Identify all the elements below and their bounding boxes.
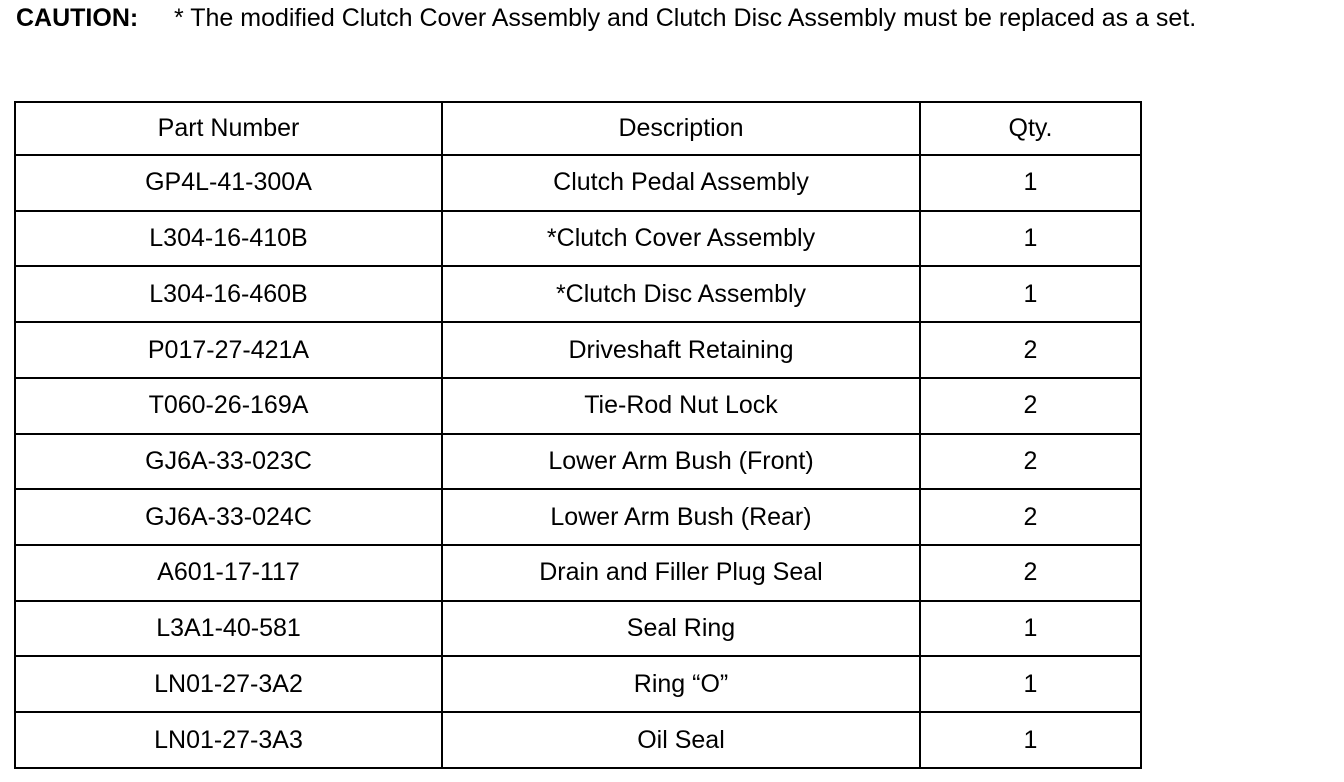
caution-label: CAUTION: bbox=[16, 4, 139, 32]
part-number-cell: T060-26-169A bbox=[15, 378, 442, 434]
description-cell: Lower Arm Bush (Front) bbox=[442, 434, 920, 490]
table-header-row bbox=[15, 102, 1141, 155]
table-row bbox=[15, 712, 1141, 768]
part-number-cell: L304-16-460B bbox=[15, 266, 442, 322]
description-cell: Oil Seal bbox=[442, 712, 920, 768]
table-row bbox=[15, 211, 1141, 267]
table-row bbox=[15, 155, 1141, 211]
table-row bbox=[15, 489, 1141, 545]
part-number-cell: GJ6A-33-023C bbox=[15, 434, 442, 490]
qty-cell: 2 bbox=[920, 322, 1141, 378]
qty-cell: 1 bbox=[920, 266, 1141, 322]
qty-cell: 2 bbox=[920, 434, 1141, 490]
qty-cell: 1 bbox=[920, 155, 1141, 211]
description-cell: *Clutch Disc Assembly bbox=[442, 266, 920, 322]
description-cell: Ring “O” bbox=[442, 656, 920, 712]
header-part-number: Part Number bbox=[15, 102, 442, 155]
part-number-cell: LN01-27-3A3 bbox=[15, 712, 442, 768]
part-number-cell: L3A1-40-581 bbox=[15, 601, 442, 657]
qty-cell: 2 bbox=[920, 489, 1141, 545]
table-row bbox=[15, 545, 1141, 601]
description-cell: Clutch Pedal Assembly bbox=[442, 155, 920, 211]
qty-cell: 1 bbox=[920, 656, 1141, 712]
part-number-cell: GJ6A-33-024C bbox=[15, 489, 442, 545]
table-row bbox=[15, 322, 1141, 378]
caution-note bbox=[16, 2, 1196, 34]
qty-cell: 1 bbox=[920, 601, 1141, 657]
description-cell: Driveshaft Retaining bbox=[442, 322, 920, 378]
description-cell: Seal Ring bbox=[442, 601, 920, 657]
qty-cell: 1 bbox=[920, 712, 1141, 768]
description-cell: Tie-Rod Nut Lock bbox=[442, 378, 920, 434]
description-cell: Lower Arm Bush (Rear) bbox=[442, 489, 920, 545]
table-row bbox=[15, 266, 1141, 322]
header-description: Description bbox=[442, 102, 920, 155]
table-row bbox=[15, 434, 1141, 490]
table-row bbox=[15, 601, 1141, 657]
parts-table bbox=[14, 101, 1142, 769]
table-row bbox=[15, 378, 1141, 434]
qty-cell: 1 bbox=[920, 211, 1141, 267]
qty-cell: 2 bbox=[920, 545, 1141, 601]
caution-text: * The modified Clutch Cover Assembly and Clutch Disc Assembly must be replaced as a set. bbox=[174, 4, 1197, 32]
qty-cell: 2 bbox=[920, 378, 1141, 434]
part-number-cell: P017-27-421A bbox=[15, 322, 442, 378]
table-row bbox=[15, 656, 1141, 712]
header-qty: Qty. bbox=[920, 102, 1141, 155]
part-number-cell: LN01-27-3A2 bbox=[15, 656, 442, 712]
part-number-cell: L304-16-410B bbox=[15, 211, 442, 267]
part-number-cell: A601-17-117 bbox=[15, 545, 442, 601]
description-cell: Drain and Filler Plug Seal bbox=[442, 545, 920, 601]
part-number-cell: GP4L-41-300A bbox=[15, 155, 442, 211]
description-cell: *Clutch Cover Assembly bbox=[442, 211, 920, 267]
